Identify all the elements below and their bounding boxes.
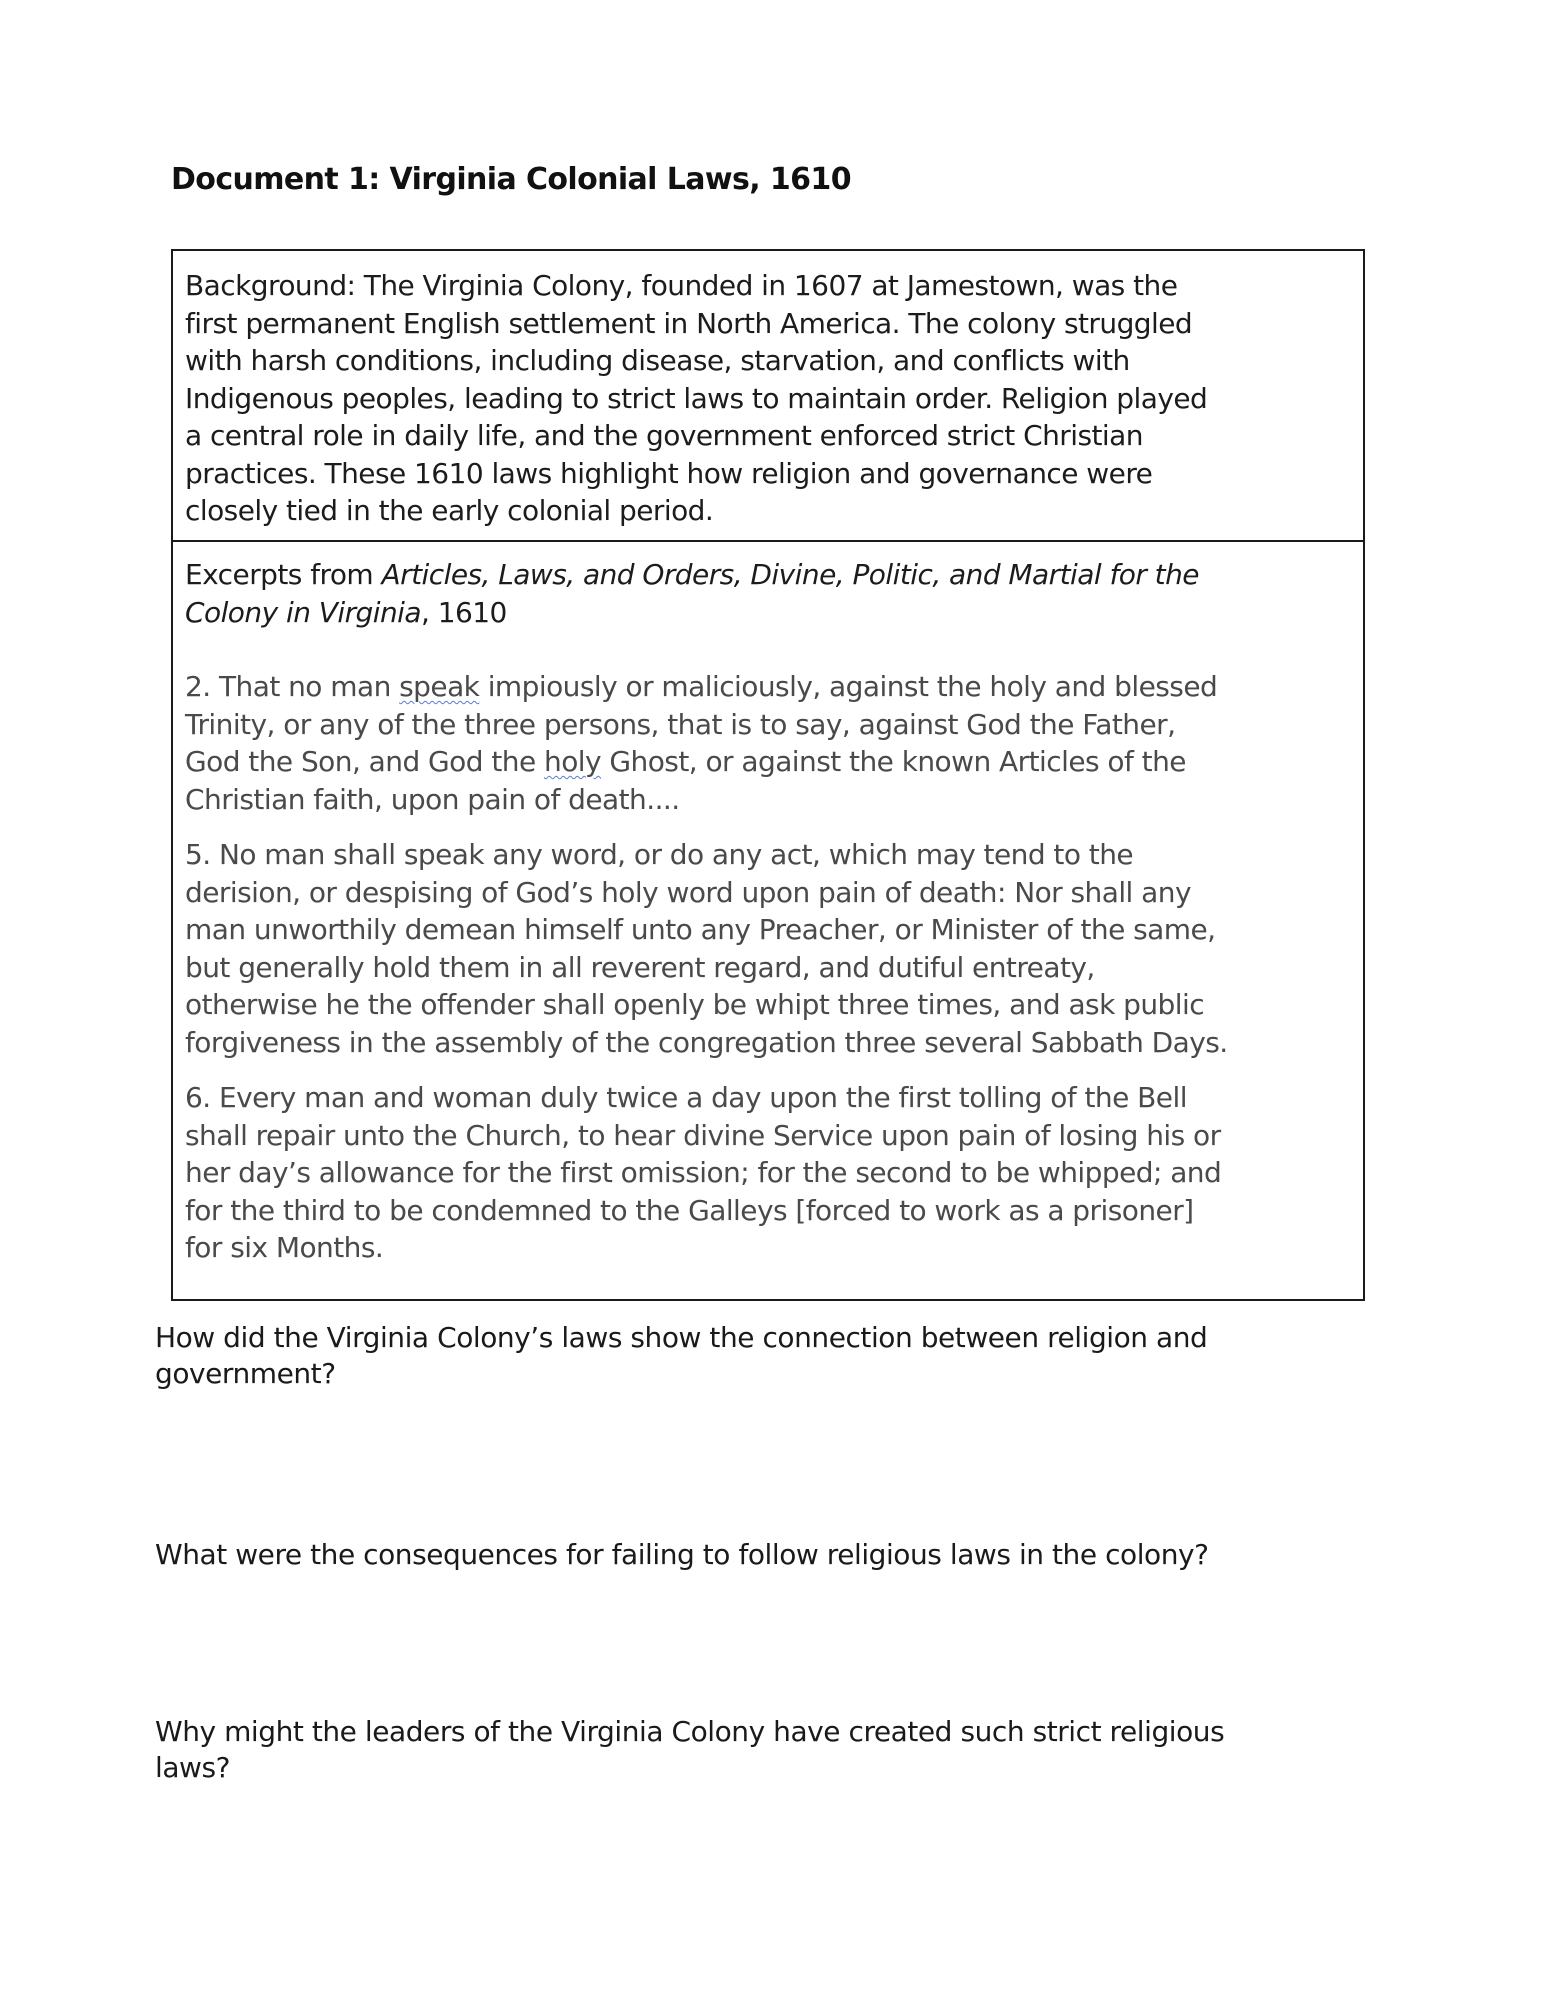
spellcheck-flagged-word[interactable]: holy: [544, 745, 602, 778]
law-line: 6. Every man and woman duly twice a day upon the first tolling of the Bell: [185, 1081, 1187, 1114]
law-line: for the third to be condemned to the Galleys [forced to work as a prisoner]: [185, 1193, 1194, 1227]
law-text: Ghost, or against the known Articles of the: [601, 745, 1186, 778]
law-line: derision, or despising of God’s holy word upon pain of death: Nor shall any: [185, 875, 1191, 909]
background-line: practices. These 1610 laws highlight how religion and governance were: [185, 456, 1153, 490]
law-text: God the Son, and God the: [185, 745, 544, 778]
law-line: her day’s allowance for the first omission; for the second to be whipped; and: [185, 1156, 1222, 1189]
background-line: a central role in daily life, and the government enforced strict Christian: [185, 419, 1143, 452]
question-line: government?: [155, 1357, 336, 1390]
excerpt-prefix: Excerpts from: [185, 558, 382, 591]
background-line: with harsh conditions, including disease, starvation, and conflicts with: [185, 344, 1130, 377]
law-6: [185, 1079, 1351, 1267]
excerpt-year: , 1610: [421, 595, 507, 629]
law-text: impiously or maliciously, against the holy and blessed: [479, 670, 1218, 703]
question-line: How did the Virginia Colony’s laws show the connection between religion and: [155, 1321, 1208, 1354]
excerpt-heading-line: [185, 556, 1351, 594]
law-line: forgiveness in the assembly of the congregation three several Sabbath Days.: [185, 1025, 1228, 1059]
law-line: otherwise he the offender shall openly be whipt three times, and ask public: [185, 988, 1205, 1021]
law-line: man unworthily demean himself unto any Preacher, or Minister of the same,: [185, 913, 1216, 946]
law-line: but generally hold them in all reverent regard, and dutiful entreaty,: [185, 950, 1095, 984]
document-title: Document 1: Virginia Colonial Laws, 1610: [171, 162, 851, 197]
excerpt-heading-line: [185, 594, 1351, 632]
background-text: [185, 251, 1351, 530]
background-line: closely tied in the early colonial period.: [185, 494, 714, 527]
law-line: for six Months.: [185, 1231, 384, 1264]
background-line: Background: The Virginia Colony, founded in 1607 at Jamestown, was the: [185, 269, 1178, 302]
excerpts-cell: [173, 542, 1363, 1301]
question-3: [155, 1714, 1224, 1786]
law-2: [185, 668, 1351, 818]
background-line: Indigenous peoples, leading to strict laws to maintain order. Religion played: [185, 381, 1208, 415]
excerpt-source-title: Articles, Laws, and Orders, Divine, Politic, and Martial for the: [381, 558, 1199, 591]
law-text: 2. That no man: [185, 670, 400, 703]
excerpt-heading: [185, 542, 1351, 631]
background-line: first permanent English settlement in North America. The colony struggled: [185, 306, 1193, 340]
law-line: [185, 743, 1351, 781]
question-line: Why might the leaders of the Virginia Colony have created such strict religious: [155, 1715, 1225, 1748]
question-1: [155, 1320, 1207, 1392]
law-line: Christian faith, upon pain of death....: [185, 782, 680, 816]
law-line: [185, 668, 1351, 706]
background-cell: [173, 251, 1363, 542]
law-5: [185, 836, 1351, 1061]
law-line: shall repair unto the Church, to hear divine Service upon pain of losing his or: [185, 1118, 1221, 1152]
document-box: [171, 249, 1365, 1301]
question-line: What were the consequences for failing to follow religious laws in the colony?: [155, 1538, 1209, 1571]
excerpt-source-title: Colony in Virginia: [185, 595, 422, 629]
law-line: 5. No man shall speak any word, or do any act, which may tend to the: [185, 838, 1134, 871]
law-line: Trinity, or any of the three persons, that is to say, against God the Father,: [185, 707, 1176, 741]
question-2: [155, 1537, 1209, 1573]
spellcheck-flagged-word[interactable]: speak: [399, 670, 480, 703]
question-line: laws?: [155, 1751, 231, 1784]
